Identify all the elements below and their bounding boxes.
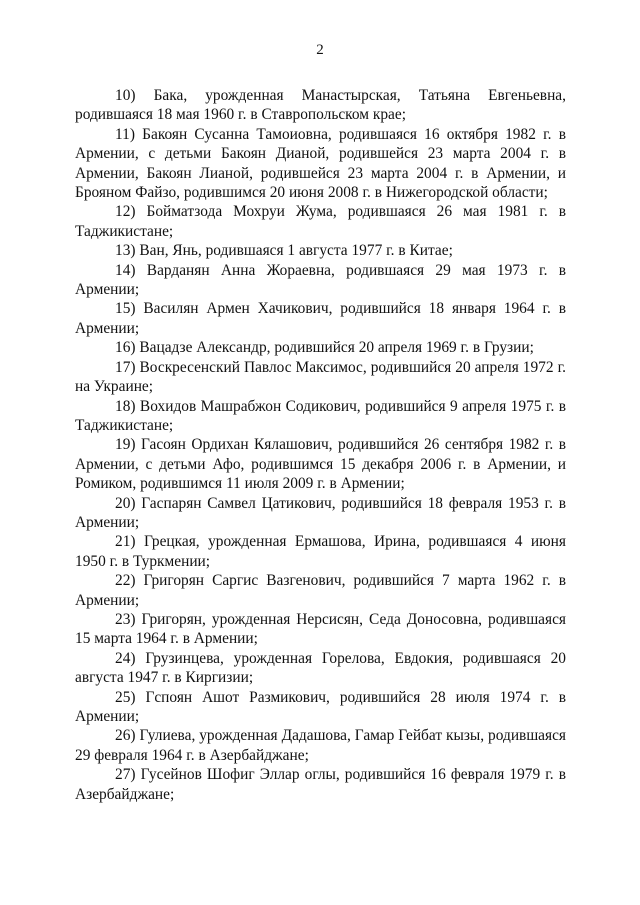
list-item: 21) Грецкая, урожденная Ермашова, Ирина, родившаяся 4 июня 1950 г. в Туркмении;	[75, 533, 566, 570]
list-item: 18) Вохидов Машрабжон Содикович, родившийся 9 апреля 1975 г. в Таджикистане;	[75, 397, 566, 434]
list-item: 16) Вацадзе Александр, родившийся 20 апреля 1969 г. в Грузии;	[115, 339, 534, 357]
list-item: 13) Ван, Янь, родившаяся 1 августа 1977 г. в Китае;	[115, 242, 453, 260]
entry-list	[75, 86, 566, 804]
page-number: 2	[316, 42, 324, 58]
list-item: 14) Варданян Анна Жораевна, родившаяся 29 мая 1973 г. в Армении;	[75, 261, 566, 299]
list-item: 11) Бакоян Сусанна Тамоиовна, родившаяся 16 октября 1982 г. в Армении, с детьми Бакоян Дианой, родившейся 23 марта 2004 г. в Армении, Бакоян Лианой, родившейся 23 марта 2004 г. в Армении, и Брояном Файзо, родившимся 20 июня 2008 г. в Нижегородской области;	[75, 125, 566, 202]
list-item: 23) Григорян, урожденная Нерсисян, Седа Доносовна, родившаяся 15 марта 1964 г. в Армении;	[75, 610, 566, 648]
list-item: 24) Грузинцева, урожденная Горелова, Евдокия, родившаяся 20 августа 1947 г. в Киргизии;	[75, 649, 566, 687]
list-item: 20) Гаспарян Самвел Цатикович, родившийся 18 февраля 1953 г. в Армении;	[75, 494, 566, 531]
list-item: 12) Бойматзода Мохруи Жума, родившаяся 26 мая 1981 г. в Таджикистане;	[75, 203, 566, 240]
list-item: 27) Гусейнов Шофиг Эллар оглы, родившийся 16 февраля 1979 г. в Азербайджане;	[75, 766, 566, 803]
list-item: 10) Бака, урожденная Манастырская, Татьяна Евгеньевна, родившаяся 18 мая 1960 г. в Ставропольском крае;	[75, 87, 566, 124]
list-item: 15) Василян Армен Хачикович, родившийся 18 января 1964 г. в Армении;	[75, 300, 566, 337]
list-item: 19) Гасоян Ордихан Кялашович, родившийся 26 сентября 1982 г. в Армении, с детьми Афо, родившимся 15 декабря 2006 г. в Армении, и Ромиком, родившимся 11 июля 2009 г. в Армении;	[75, 436, 566, 493]
list-item: 26) Гулиева, урожденная Дадашова, Гамар Гейбат кызы, родившаяся 29 февраля 1964 г. в Азербайджане;	[75, 727, 566, 764]
list-item: 25) Гспоян Ашот Размикович, родившийся 28 июля 1974 г. в Армении;	[75, 688, 566, 725]
list-item: 17) Воскресенский Павлос Максимос, родившийся 20 апреля 1972 г. на Украине;	[75, 358, 566, 396]
list-item: 22) Григорян Саргис Вазгенович, родившийся 7 марта 1962 г. в Армении;	[75, 572, 566, 609]
